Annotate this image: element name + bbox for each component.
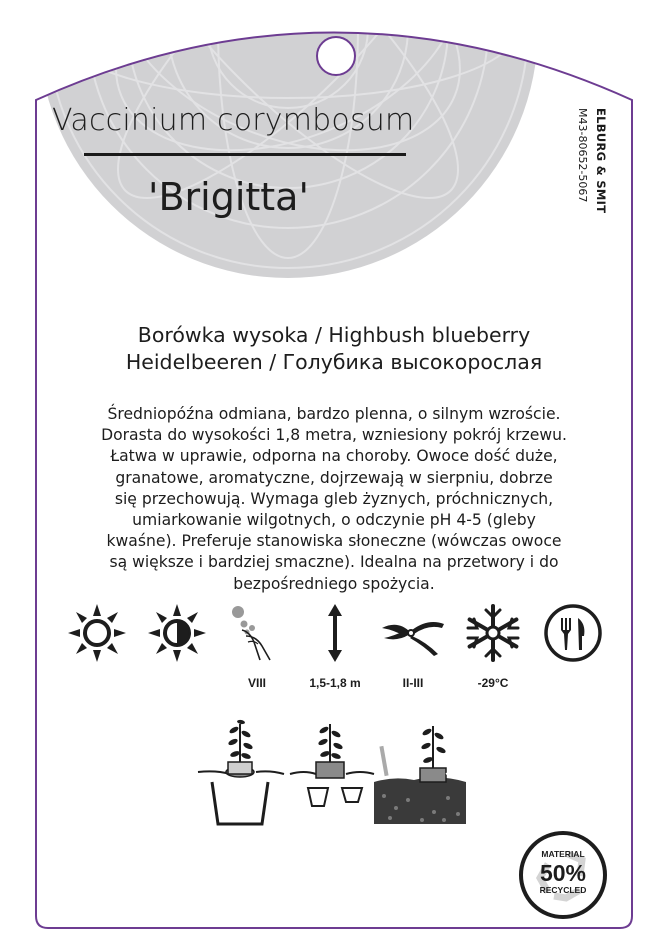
product-code: M43-80652-5067 bbox=[576, 108, 589, 203]
partial-shade-icon bbox=[146, 602, 208, 664]
description bbox=[62, 404, 606, 595]
cultivar-name: 'Brigitta' bbox=[148, 175, 309, 219]
description-line: się przechowują. Wymaga gleb żyznych, próchnicznych, bbox=[114, 489, 554, 508]
description-line: są większe i bardziej smaczne). Idealna na przetwory i do bbox=[109, 553, 559, 572]
recycled-material-badge bbox=[518, 830, 608, 920]
harvest-month-icon bbox=[224, 602, 286, 664]
description-line: Łatwa w uprawie, odporna na choroby. Owoce dość duże, bbox=[110, 447, 558, 466]
title-divider bbox=[84, 153, 406, 156]
description-line: bezpośredniego spożycia. bbox=[233, 574, 435, 593]
description-line: Średniopóźna odmiana, bardzo plenna, o silnym wzroście. bbox=[107, 405, 561, 423]
description-line: umiarkowanie wilgotnych, o odczynie pH 4-5 (gleby bbox=[132, 511, 536, 530]
icon-caption: II-III bbox=[402, 676, 424, 690]
badge-bottom-text: RECYCLED bbox=[539, 885, 587, 895]
hang-hole bbox=[317, 37, 355, 75]
icon-caption: -29°C bbox=[477, 676, 509, 690]
common-name-line: Borówka wysoka / Highbush blueberry bbox=[137, 323, 531, 347]
side-brand-block bbox=[576, 108, 616, 238]
frost-hardiness-icon bbox=[462, 602, 524, 664]
pruning-shears-icon bbox=[380, 602, 446, 664]
latin-name: Vaccinium corymbosum bbox=[52, 103, 415, 138]
icon-caption: 1,5-1,8 m bbox=[309, 676, 361, 690]
planting-step-plant-icon bbox=[374, 716, 466, 828]
badge-percent: 50% bbox=[539, 860, 587, 886]
planting-step-water-icon bbox=[196, 716, 288, 828]
description-line: kwaśne). Preferuje stanowiska słoneczne (wówczas owoce bbox=[106, 532, 562, 551]
planting-step-unpot-icon bbox=[286, 716, 378, 828]
description-line: Dorasta do wysokości 1,8 metra, wzniesiony pokrój krzewu. bbox=[101, 426, 567, 445]
header-band bbox=[38, 0, 538, 278]
brand-name: ELBURG & SMIT bbox=[594, 108, 608, 214]
common-name-line: Heidelbeeren / Голубика высокорослая bbox=[125, 350, 543, 374]
height-icon bbox=[304, 602, 366, 664]
edible-icon bbox=[542, 602, 604, 664]
badge-top-text: MATERIAL bbox=[541, 849, 585, 859]
full-sun-icon bbox=[66, 602, 128, 664]
description-line: granatowe, aromatyczne, dojrzewają w sierpniu, dobrze bbox=[115, 468, 553, 487]
icon-caption: VIII bbox=[247, 676, 266, 690]
common-names bbox=[60, 322, 608, 376]
